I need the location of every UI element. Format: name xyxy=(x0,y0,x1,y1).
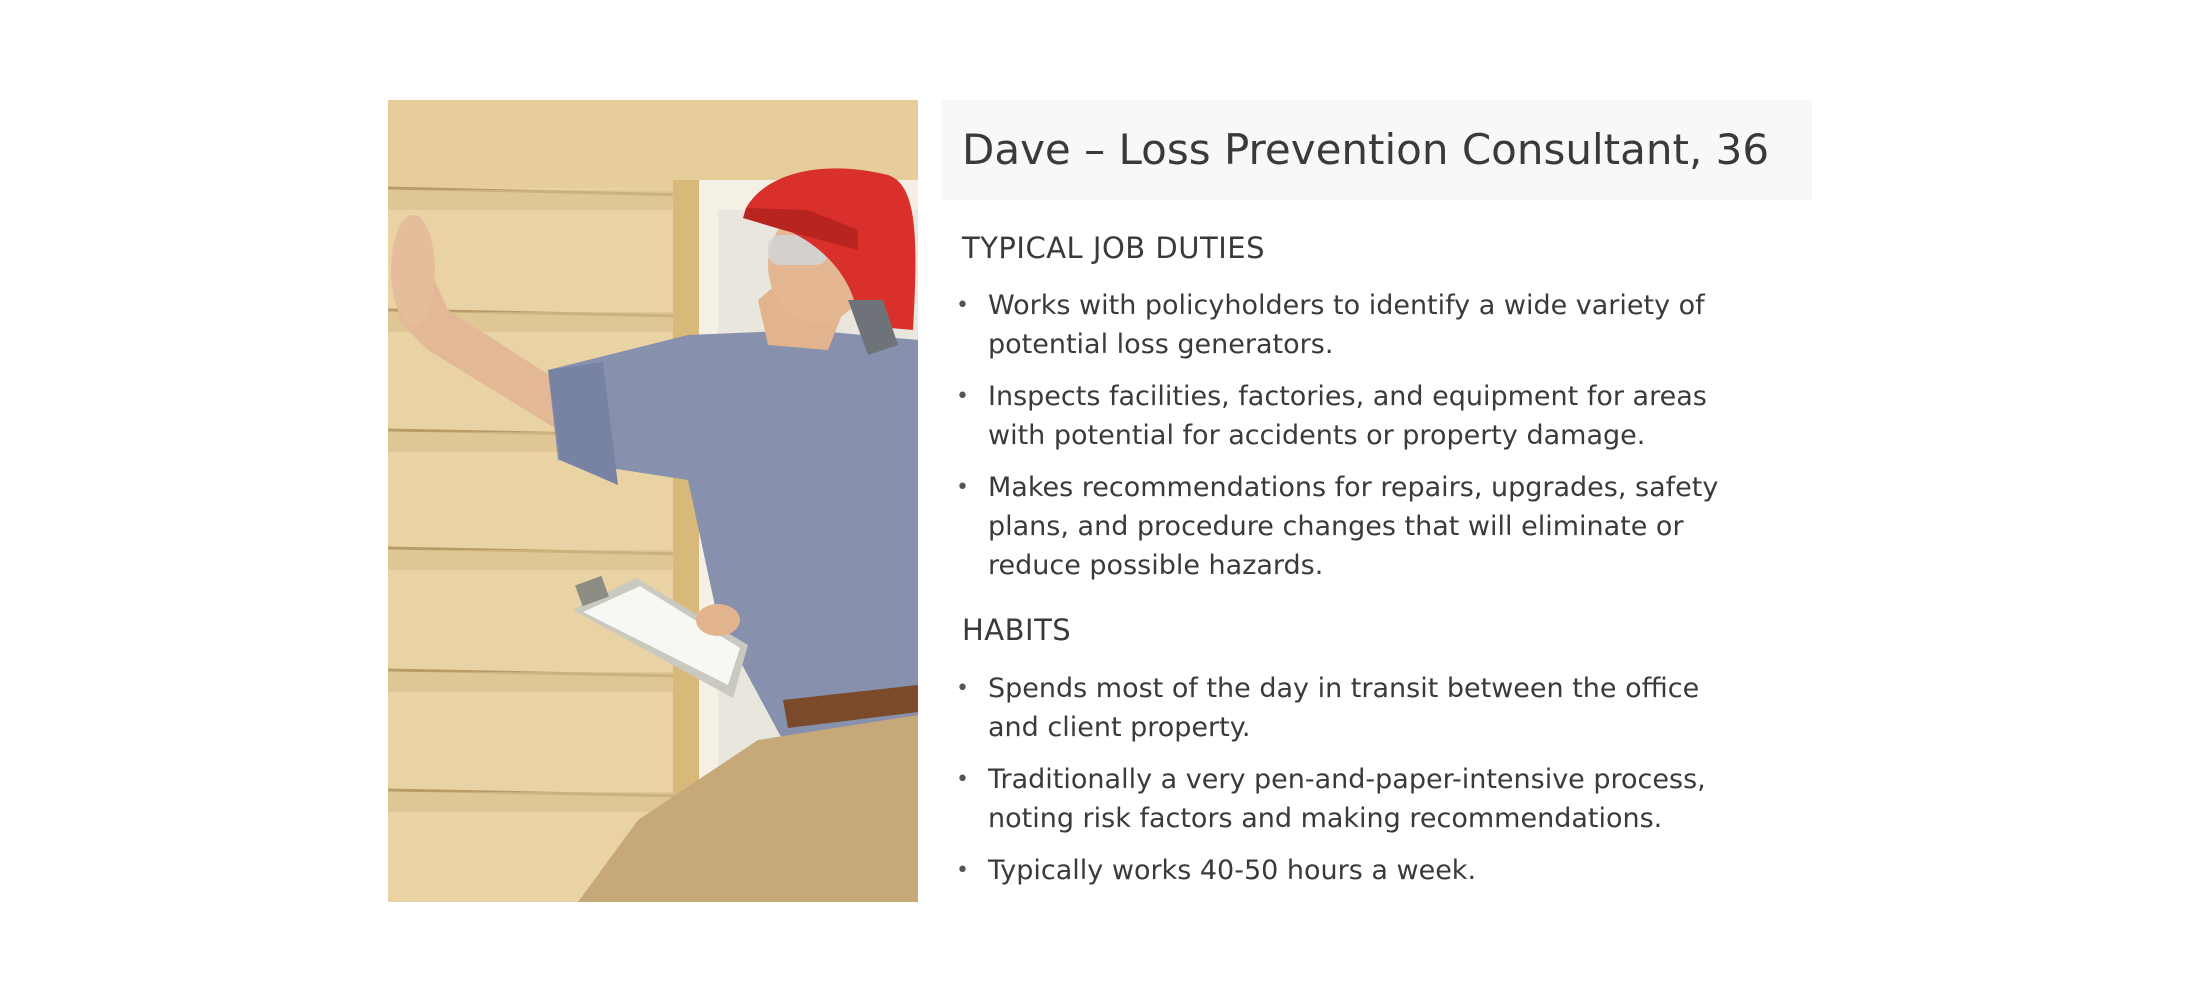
habit-text: Typically works 40-50 hours a week. xyxy=(988,855,1477,886)
bullet-icon: • xyxy=(956,293,969,318)
habit-text: Spends most of the day in transit between the office and client property. xyxy=(988,673,1700,743)
list-item xyxy=(942,286,1742,364)
list-item xyxy=(942,669,1742,747)
persona-name-bar xyxy=(942,100,1812,200)
habits-heading: HABITS xyxy=(962,613,1072,647)
habits-list xyxy=(942,669,1742,903)
duties-list xyxy=(942,286,1742,598)
persona-info xyxy=(942,100,1812,902)
list-item xyxy=(942,760,1742,838)
habit-text: Traditionally a very pen-and-paper-intensive process, noting risk factors and making recommendations. xyxy=(988,764,1706,834)
bullet-icon: • xyxy=(956,475,969,500)
bullet-icon: • xyxy=(956,384,969,409)
bullet-icon: • xyxy=(956,858,969,883)
list-item xyxy=(942,851,1742,890)
list-item xyxy=(942,468,1742,585)
duties-heading: TYPICAL JOB DUTIES xyxy=(962,231,1265,265)
inspector-photo-icon xyxy=(388,100,918,902)
list-item xyxy=(942,377,1742,455)
persona-name-title: Dave – Loss Prevention Consultant, 36 xyxy=(962,125,1770,174)
bullet-icon: • xyxy=(956,676,969,701)
persona-card xyxy=(388,100,1812,902)
duty-text: Inspects facilities, factories, and equipment for areas with potential for accidents or property damage. xyxy=(988,381,1707,451)
duty-text: Makes recommendations for repairs, upgrades, safety plans, and procedure changes that will eliminate or reduce possible hazards. xyxy=(988,472,1719,581)
duty-text: Works with policyholders to identify a wide variety of potential loss generators. xyxy=(988,290,1705,360)
persona-photo xyxy=(388,100,918,902)
bullet-icon: • xyxy=(956,767,969,792)
